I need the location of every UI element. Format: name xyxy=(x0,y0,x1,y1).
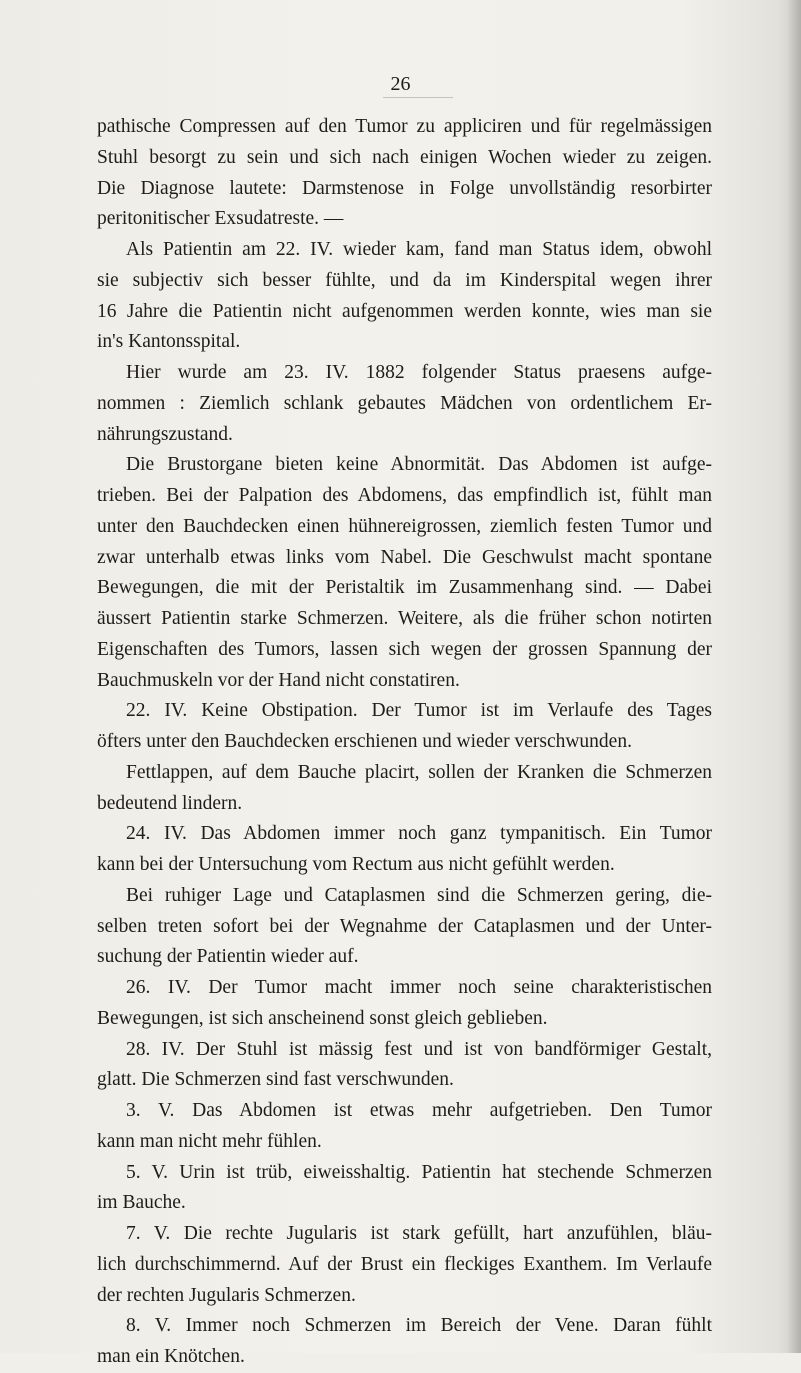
text-line: peritonitischer Exsudatreste. — xyxy=(97,208,344,230)
text-line: Bewegungen, ist sich anscheinend sonst gleich geblieben. xyxy=(97,1007,548,1029)
text-line: Stuhl besorgt zu sein und sich nach einigen Wochen wieder zu zeigen. xyxy=(97,146,712,168)
text-line: nommen : Ziemlich schlank gebautes Mädchen von ordentlichem Er- xyxy=(97,392,712,414)
text-line: Die Diagnose lautete: Darmstenose in Folge unvollständig resorbirter xyxy=(97,177,712,199)
text-line: man ein Knötchen. xyxy=(97,1346,245,1367)
text-line: selben treten sofort bei der Wegnahme der Cataplasmen und der Unter- xyxy=(97,915,712,937)
text-line: äussert Patientin starke Schmerzen. Weitere, als die früher schon notirten xyxy=(97,608,712,629)
text-line: im Bauche. xyxy=(97,1192,186,1214)
text-line: 8. V. Immer noch Schmerzen im Bereich der Vene. Daran fühlt xyxy=(126,1315,712,1337)
page-edge-shadow xyxy=(787,0,801,1353)
text-line: 5. V. Urin ist trüb, eiweisshaltig. Patientin hat stechende Schmerzen xyxy=(126,1161,712,1183)
text-line: glatt. Die Schmerzen sind fast verschwunden. xyxy=(97,1069,454,1091)
text-line: trieben. Bei der Palpation des Abdomens, das empfindlich ist, fühlt man xyxy=(97,485,712,506)
text-line: nährungszustand. xyxy=(97,423,233,445)
text-line: Eigenschaften des Tumors, lassen sich wegen der grossen Spannung der xyxy=(97,638,712,660)
text-line: kann bei der Untersuchung vom Rectum aus nicht gefühlt werden. xyxy=(97,854,615,875)
text-line: Bei ruhiger Lage und Cataplasmen sind die Schmerzen gering, die- xyxy=(126,884,712,906)
page-number: 26 xyxy=(390,73,411,95)
text-line: Bewegungen, die mit der Peristaltik im Zusammenhang sind. — Dabei xyxy=(97,577,712,599)
text-line: 16 Jahre die Patientin nicht aufgenommen werden konnte, wies man sie xyxy=(97,300,712,322)
text-line: pathische Compressen auf den Tumor zu appliciren und für regelmässigen xyxy=(97,116,712,137)
text-line: 3. V. Das Abdomen ist etwas mehr aufgetrieben. Den Tumor xyxy=(126,1100,712,1121)
text-line: bedeutend lindern. xyxy=(97,792,243,814)
text-line: kann man nicht mehr fühlen. xyxy=(97,1130,322,1152)
text-line: 28. IV. Der Stuhl ist mässig fest und ist von bandförmiger Gestalt, xyxy=(126,1038,712,1060)
text-line: der rechten Jugularis Schmerzen. xyxy=(97,1284,356,1306)
body-text xyxy=(97,112,712,1373)
text-line: suchung der Patientin wieder auf. xyxy=(97,946,359,968)
text-line: in's Kantonsspital. xyxy=(97,331,241,353)
text-line: Fettlappen, auf dem Bauche placirt, sollen der Kranken die Schmerzen xyxy=(126,761,712,783)
text-line: unter den Bauchdecken einen hühnereigrossen, ziemlich festen Tumor und xyxy=(97,515,712,537)
text-line: Die Brustorgane bieten keine Abnormität. Das Abdomen ist aufge- xyxy=(126,454,712,476)
text-line: 7. V. Die rechte Jugularis ist stark gefüllt, hart anzufühlen, bläu- xyxy=(126,1223,712,1244)
text-line: 24. IV. Das Abdomen immer noch ganz tympanitisch. Ein Tumor xyxy=(126,823,712,845)
text-line: sie subjectiv sich besser fühlte, und da im Kinderspital wegen ihrer xyxy=(97,269,712,291)
text-line: 22. IV. Keine Obstipation. Der Tumor ist im Verlaufe des Tages xyxy=(126,700,712,722)
text-line: 26. IV. Der Tumor macht immer noch seine charakteristischen xyxy=(126,977,712,998)
text-line: zwar unterhalb etwas links vom Nabel. Die Geschwulst macht spontane xyxy=(97,546,712,568)
page-number-underline xyxy=(383,97,453,98)
text-line: Als Patientin am 22. IV. wieder kam, fand man Status idem, obwohl xyxy=(126,239,712,260)
text-line: Bauchmuskeln vor der Hand nicht constatiren. xyxy=(97,669,460,691)
text-line: öfters unter den Bauchdecken erschienen und wieder verschwunden. xyxy=(97,731,632,752)
text-line: lich durchschimmernd. Auf der Brust ein fleckiges Exanthem. Im Verlaufe xyxy=(97,1253,712,1275)
text-line: Hier wurde am 23. IV. 1882 folgender Status praesens aufge- xyxy=(126,362,712,383)
